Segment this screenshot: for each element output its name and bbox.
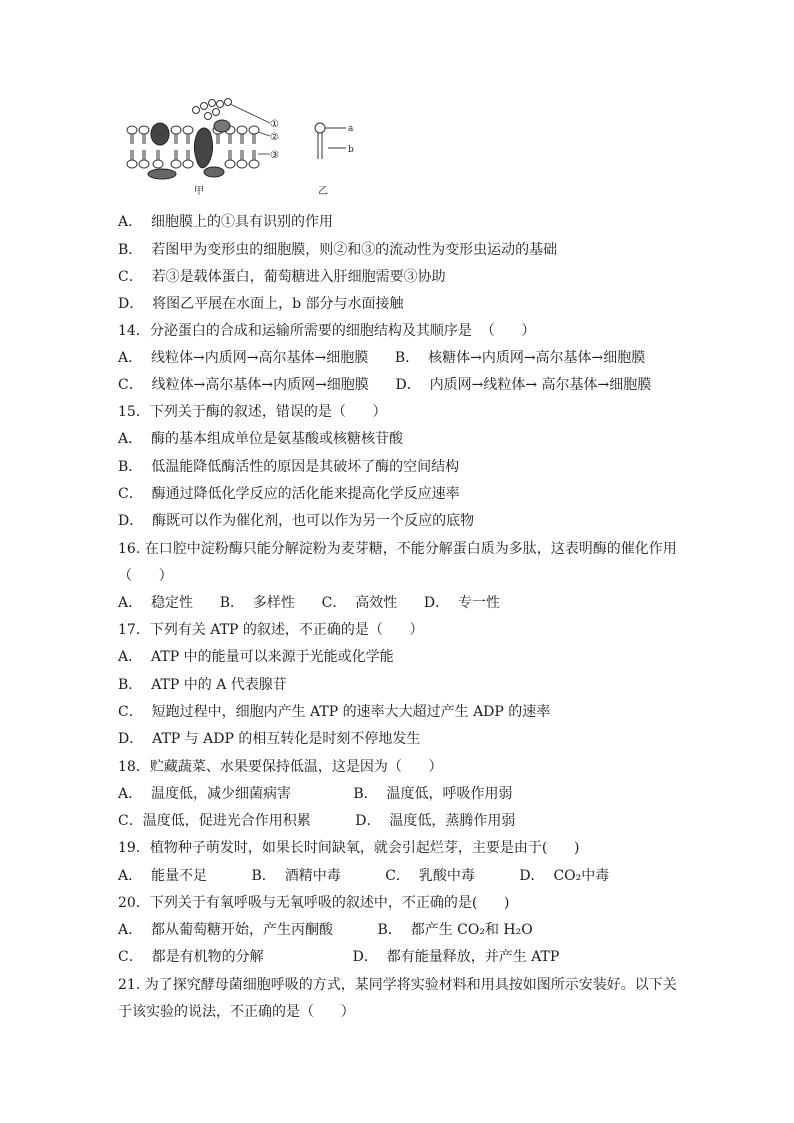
q21-stem-cont: 于该实验的说法，不正确的是（ ） [118, 1004, 355, 1020]
q17-option-d: D． ATP 与 ADP 的相互转化是时刻不停地发生 [118, 731, 421, 747]
label-yi: 乙 [318, 186, 328, 196]
diagram-yi [315, 123, 346, 159]
q17-option-a: A． ATP 中的能量可以来源于光能或化学能 [118, 649, 394, 665]
q16-stem-cont: （ ） [118, 568, 173, 584]
q15-stem: 15．下列关于酶的叙述，错误的是（ ） [118, 404, 387, 420]
q17-stem: 17．下列有关 ATP 的叙述，不正确的是（ ） [118, 622, 424, 638]
q13-option-b: B． 若图甲为变形虫的细胞膜，则②和③的流动性为变形虫运动的基础 [118, 242, 558, 258]
q13-option-a: A． 细胞膜上的①具有识别的作用 [118, 214, 334, 230]
q19-options: A． 能量不足 B． 酒精中毒 C． 乳酸中毒 D． CO₂中毒 [118, 868, 610, 884]
diagram-jia [127, 99, 259, 169]
upper-phospholipid-heads [127, 126, 259, 134]
q20-options-ab: A． 都从葡萄糖开始，产生丙酮酸 B． 都产生 CO₂和 H₂O [118, 922, 533, 938]
label-b: b [348, 145, 354, 155]
q15-option-d: D． 酶既可以作为催化剂，也可以作为另一个反应的底物 [118, 513, 475, 529]
q15-option-b: B． 低温能降低酶活性的原因是其破坏了酶的空间结构 [118, 459, 460, 475]
q16-options: A． 稳定性 B． 多样性 C． 高效性 D． 专一性 [118, 595, 501, 611]
q17-option-c: C． 短跑过程中，细胞内产生 ATP 的速率大大超过产生 ADP 的速率 [118, 704, 551, 720]
q18-stem: 18．贮藏蔬菜、水果要保持低温，这是因为（ ） [118, 759, 443, 775]
q15-option-c: C． 酶通过降低化学反应的活化能来提高化学反应速率 [118, 486, 460, 502]
q14-options-ab: A． 线粒体→内质网→高尔基体→细胞膜 B． 核糖体→内质网→高尔基体→细胞膜 [118, 350, 646, 366]
q20-options-cd: C． 都是有机物的分解 D． 都有能量释放，并产生 ATP [118, 949, 560, 965]
membrane-figure [118, 96, 378, 196]
q18-options-cd: C．温度低，促进光合作用积累 D． 温度低，蒸腾作用弱 [118, 813, 516, 829]
q14-stem: 14．分泌蛋白的合成和运输所需要的细胞结构及其顺序是 （ ） [118, 323, 536, 339]
q21-stem: 21. 为了探究酵母菌细胞呼吸的方式，某同学将实验材料和用具按如图所示安装好。以下关 [118, 977, 677, 993]
q13-option-c: C． 若③是载体蛋白，葡萄糖进入肝细胞需要③协助 [118, 269, 446, 285]
lower-phospholipid-heads [127, 160, 259, 168]
label-three: ③ [270, 150, 279, 161]
q20-stem: 20．下列关于有氧呼吸与无氧呼吸的叙述中，不正确的是( ) [118, 895, 510, 911]
label-two: ② [270, 132, 279, 143]
q16-stem: 16. 在口腔中淀粉酶只能分解淀粉为麦芽糖，不能分解蛋白质为多肽，这表明酶的催化作用 [118, 541, 677, 557]
label-jia: 甲 [194, 186, 204, 196]
q19-stem: 19．植物种子萌发时，如果长时间缺氧，就会引起烂芽，主要是由于( ) [118, 840, 580, 856]
label-one: ① [270, 119, 279, 130]
q13-option-d: D． 将图乙平展在水面上，b 部分与水面接触 [118, 296, 404, 312]
q18-options-ab: A． 温度低，减少细菌病害 B． 温度低，呼吸作用弱 [118, 786, 513, 802]
q15-option-a: A． 酶的基本组成单位是氨基酸或核糖核苷酸 [118, 431, 404, 447]
q17-option-b: B． ATP 中的 A 代表腺苷 [118, 677, 287, 693]
q14-options-cd: C． 线粒体→高尔基体→内质网→细胞膜 D． 内质网→线粒体→ 高尔基体→细胞膜 [118, 377, 652, 393]
membrane-proteins [148, 120, 230, 179]
label-a: a [348, 124, 354, 134]
